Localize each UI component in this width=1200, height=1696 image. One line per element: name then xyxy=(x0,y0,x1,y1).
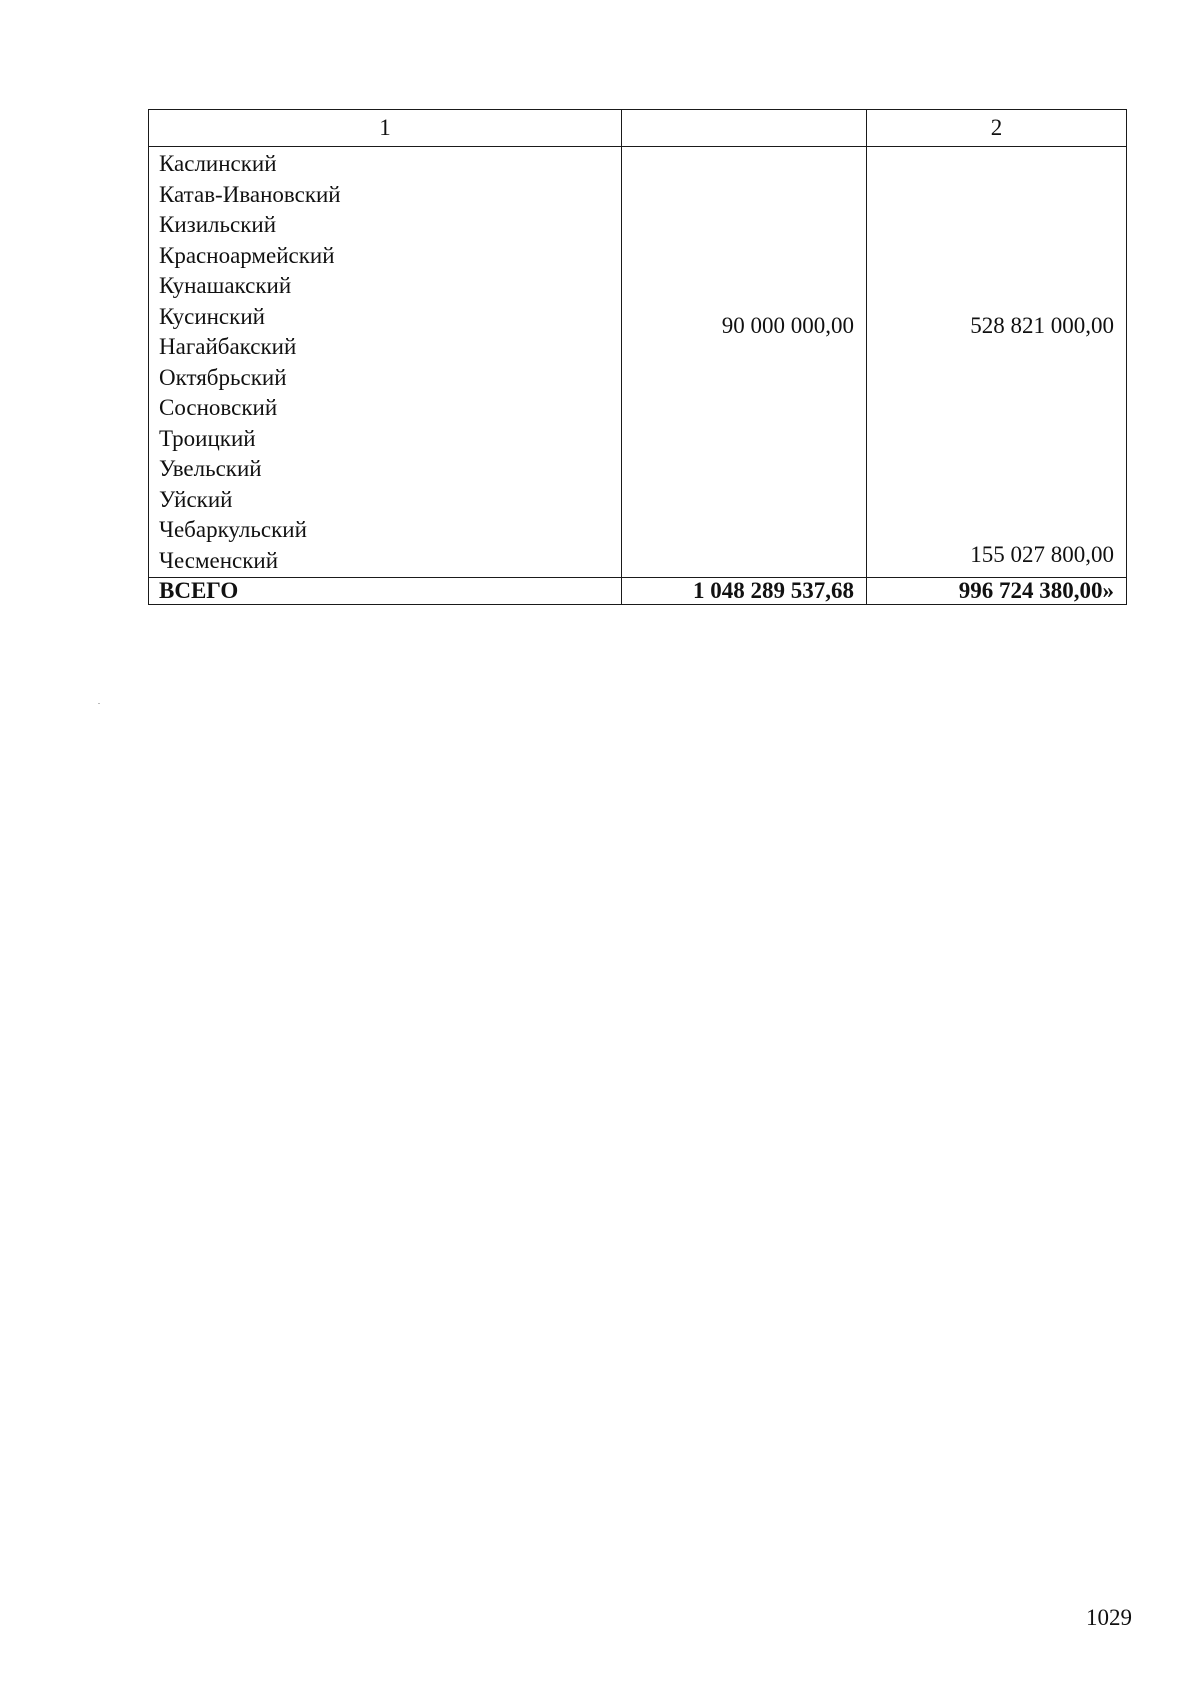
amount-value: 90 000 000,00 xyxy=(721,313,854,338)
list-item: Кунашакский xyxy=(159,273,292,298)
amount-cell-c xyxy=(867,147,1127,578)
scan-artifact xyxy=(98,703,100,704)
table-header-row xyxy=(149,110,1127,147)
amount-value: 528 821 000,00 xyxy=(970,313,1114,338)
amount-value: 155 027 800,00 xyxy=(970,542,1114,567)
header-col-1: 1 xyxy=(149,110,622,147)
list-item: Нагайбакский xyxy=(159,334,297,359)
districts-row xyxy=(149,147,1127,578)
amount-cell-b xyxy=(622,147,867,578)
list-item: Чесменский xyxy=(159,547,279,573)
list-item: Чебаркульский xyxy=(159,517,307,542)
list-item: Кусинский xyxy=(159,303,265,329)
page-number: 1029 xyxy=(1086,1605,1132,1630)
district-list xyxy=(159,147,621,576)
list-item: Кизильский xyxy=(159,212,277,237)
total-value-c: 996 724 380,00» xyxy=(867,578,1127,605)
list-item: Уйский xyxy=(159,486,233,512)
header-col-3: 2 xyxy=(867,110,1127,147)
list-item: Увельский xyxy=(159,456,262,481)
list-item: Октябрьский xyxy=(159,364,287,390)
total-label: ВСЕГО xyxy=(149,578,622,605)
total-row xyxy=(149,578,1127,605)
districts-cell xyxy=(149,147,622,578)
list-item: Катав-Ивановский xyxy=(159,181,341,207)
list-item: Сосновский xyxy=(159,395,278,420)
budget-table xyxy=(148,109,1127,605)
list-item: Троицкий xyxy=(159,425,256,451)
list-item: Каслинский xyxy=(159,151,277,176)
header-col-2 xyxy=(622,110,867,147)
total-value-b: 1 048 289 537,68 xyxy=(622,578,867,605)
list-item: Красноармейский xyxy=(159,242,335,268)
